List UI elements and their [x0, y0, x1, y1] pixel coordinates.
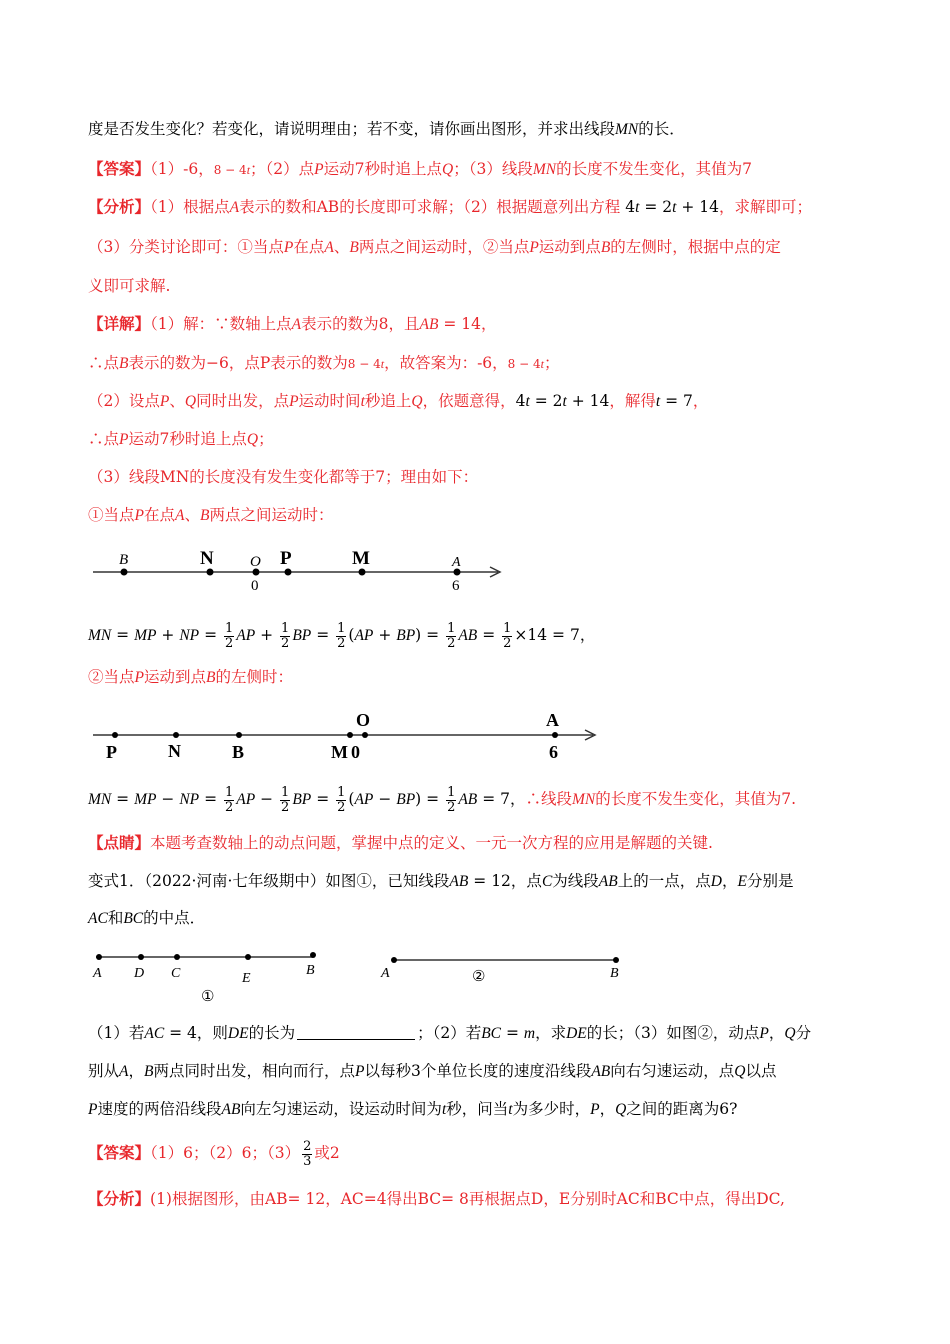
segment-figure-2	[376, 944, 636, 989]
detail-line-3: （2）设点P、Q同时出发，点P运动时间t秒追上Q，依题意得，4t = 2t + 14，解得t = 7，	[88, 392, 709, 410]
label-o: O	[356, 710, 371, 730]
question-line-3: P速度的两倍沿线段AB向左匀速运动，设运动时间为t秒，问当t为多少时，P，Q之间的距离为6?	[88, 1100, 738, 1118]
analysis-tag-2: 【分析】	[88, 1189, 151, 1208]
label-a: A	[546, 710, 559, 730]
detail-line-4: ∴点P运动7秒时追上点Q；	[88, 430, 274, 448]
tick-6: 6	[549, 742, 558, 762]
label-b: B	[610, 966, 619, 981]
point-b	[236, 732, 242, 738]
point-a	[96, 954, 102, 960]
label-n: N	[200, 548, 214, 569]
answer-tag-2: 【答案】	[88, 1143, 151, 1162]
analysis-line-4: 【分析】(1)根据图形，由AB= 12，AC=4得出BC= 8再根据点D，E分别时AC和BC中点，得出DC,	[88, 1189, 785, 1208]
label-b: B	[232, 742, 245, 762]
point-n	[207, 569, 214, 576]
label-n: N	[168, 741, 181, 761]
comment-tag: 【点睛】	[88, 833, 151, 852]
segment-figure-1	[88, 944, 328, 1006]
point-o	[362, 732, 368, 738]
analysis-line-1: 【分析】（1）根据点A表示的数和AB的长度即可求解；（2）根据题意列出方程 4t = 2t + 14，求解即可；	[88, 197, 813, 216]
text-line: 度是否发生变化？若变化，请说明理由；若不变，请你画出图形，并求出线段MN的长．	[88, 120, 685, 138]
question-line-1: （1）若AC = 4，则DE的长为 ；（2）若BC = m，求DE的长；（3）如图②，动点P，Q分	[88, 1024, 812, 1042]
tick-0: 0	[251, 578, 259, 594]
label-p: P	[106, 742, 117, 762]
point-p	[112, 732, 118, 738]
answer-tag: 【答案】	[88, 159, 151, 178]
variant-line-1: 变式1．（2022·河南·七年级期中）如图①，已知线段AB = 12，点C为线段AB上的一点，点D，E分别是	[88, 872, 794, 890]
label-o: O	[250, 554, 261, 570]
figure-caption-2: ②	[472, 969, 486, 985]
label-c: C	[171, 966, 181, 981]
point-m	[359, 569, 366, 576]
detail-line-2: ∴点B表示的数为−6，点P表示的数为8 − 4t，故答案为：-6，8 − 4t；	[88, 354, 560, 372]
analysis-line-2: （3）分类讨论即可：①当点P在点A、B两点之间运动时，②当点P运动到点B的左侧时，根据中点的定	[88, 238, 781, 256]
point-e	[245, 954, 251, 960]
point-n	[173, 732, 179, 738]
point-d	[138, 954, 144, 960]
point-b	[613, 957, 619, 963]
tick-0: 0	[351, 742, 360, 762]
detail-line-6: ①当点P在点A、B两点之间运动时：	[88, 506, 334, 524]
point-a	[552, 732, 558, 738]
equation-1: MN = MP + NP = $\frac{1}{2}$ AP + $\frac{1}{2}$ BP = $\frac{1}{2}$ (AP + BP) = $\frac{1}{2}$ AB = $\frac{1}{2}$ ×14 = 7，	[88, 620, 596, 651]
label-a: A	[93, 966, 102, 981]
answer-line-2: 【答案】（1）6；（2）6；（3） $\frac{2}{3}$ 或2	[88, 1138, 340, 1169]
detail-line-1: 【详解】（1）解：∵数轴上点A表示的数为8，且AB = 14，	[88, 314, 497, 333]
detail-line-5: （3）线段MN的长度没有发生变化都等于7；理由如下：	[88, 468, 479, 486]
comment-line: 【点睛】本题考查数轴上的动点问题，掌握中点的定义、一元一次方程的应用是解题的关键.	[88, 833, 713, 852]
point-m	[347, 732, 353, 738]
point-b	[121, 569, 128, 576]
label-a: A	[452, 555, 461, 570]
label-d: D	[134, 966, 145, 981]
point-p	[285, 569, 292, 576]
tick-6: 6	[452, 578, 460, 594]
label-e: E	[242, 971, 251, 986]
answer-line: 【答案】（1）-6，8 − 4t；（2）点P运动7秒时追上点Q；（3）线段MN的长度不发生变化，其值为7	[88, 159, 752, 178]
label-p: P	[280, 548, 292, 569]
detail-line-7: ②当点P运动到点B的左侧时：	[88, 668, 293, 686]
label-m: M	[352, 548, 370, 569]
figure-caption-1: ①	[201, 989, 215, 1005]
variant-line-2: AC和BC的中点．	[88, 909, 206, 927]
answer-blank[interactable]	[297, 1023, 415, 1040]
analysis-tag: 【分析】	[88, 197, 151, 216]
detail-tag: 【详解】	[88, 314, 151, 333]
analysis-line-3: 义即可求解.	[88, 277, 171, 295]
question-line-2: 别从A，B两点同时出发，相向而行，点P以每秒3个单位长度的速度沿线段AB向右匀速运动，点Q以点	[88, 1062, 777, 1080]
point-c	[174, 954, 180, 960]
point-a	[391, 957, 397, 963]
number-line-figure-2	[88, 706, 608, 768]
label-m: M	[331, 742, 348, 762]
equation-2: MN = MP − NP = $\frac{1}{2}$ AP − $\frac{1}{2}$ BP = $\frac{1}{2}$ (AP − BP) = $\frac{1}{2}$ AB = 7，∴线段MN的长度不发生变化，其值为7.	[88, 784, 797, 815]
number-line-figure-1	[88, 540, 518, 600]
label-b: B	[306, 963, 315, 978]
label-b: B	[119, 552, 129, 568]
label-a: A	[381, 966, 390, 981]
point-b	[310, 952, 316, 958]
